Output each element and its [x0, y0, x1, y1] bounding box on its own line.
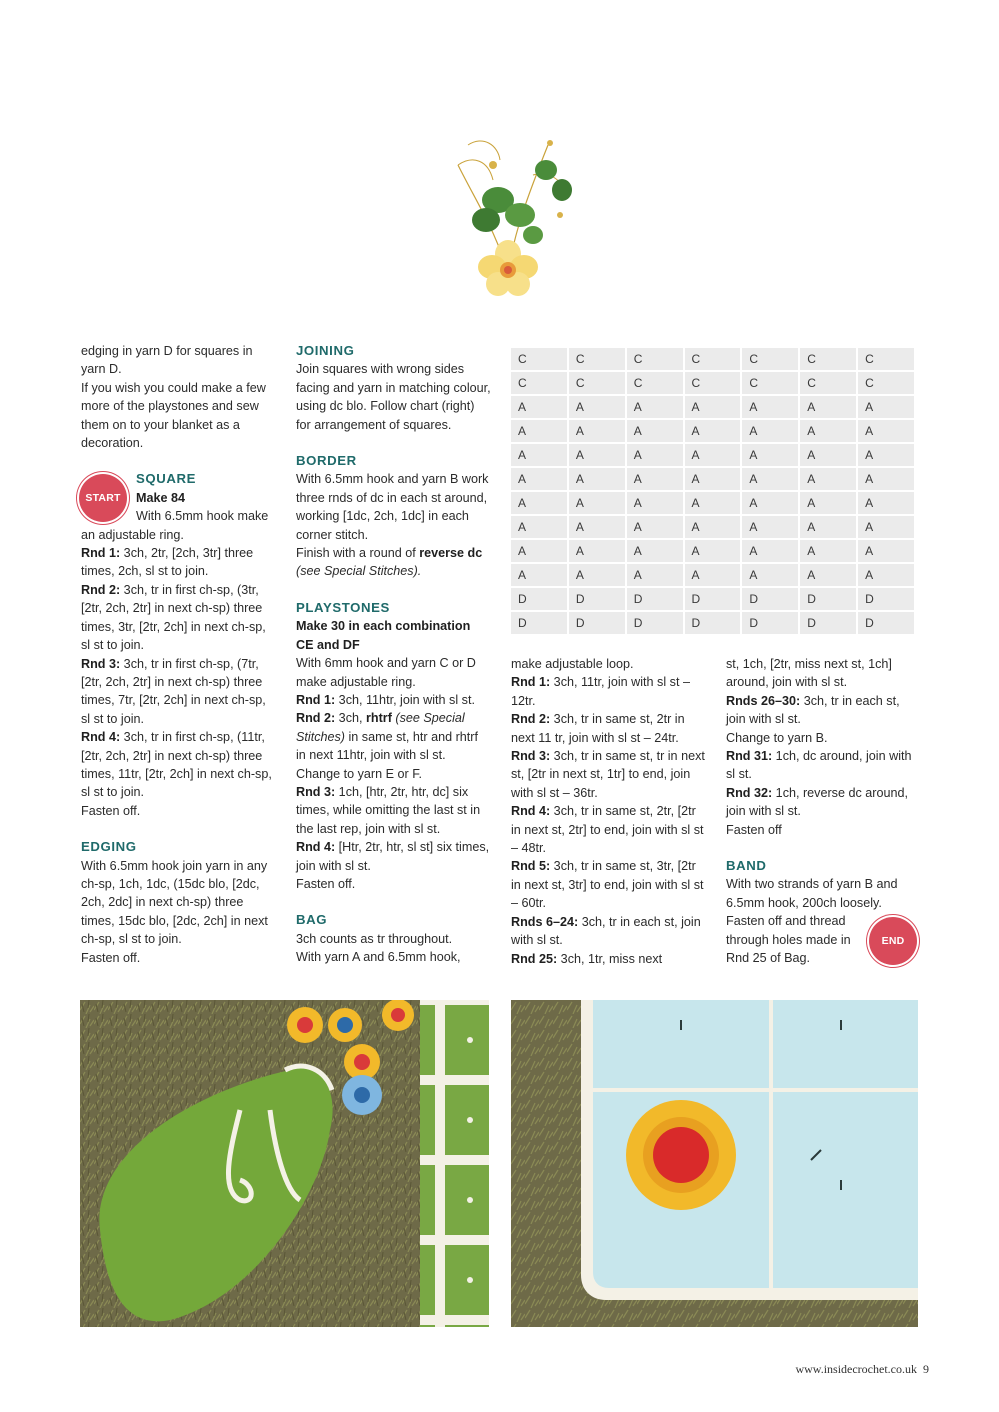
- chart-row: [511, 468, 914, 490]
- chart-row: [511, 420, 914, 442]
- chart-cell: A: [569, 540, 625, 562]
- chart-cell: A: [858, 468, 914, 490]
- chart-cell: A: [685, 516, 741, 538]
- border-finish: Finish with a round of reverse dc (see Special Stitches).: [296, 546, 483, 579]
- chart-table: [509, 346, 916, 636]
- chart-cell: D: [742, 612, 798, 634]
- chart-cell: D: [685, 588, 741, 610]
- chart-cell: A: [569, 516, 625, 538]
- joining-heading: JOINING: [296, 343, 355, 358]
- chart-cell: A: [685, 396, 741, 418]
- bag-rnd-1: Rnd 1: 3ch, 11tr, join with sl st – 12tr.: [511, 675, 690, 708]
- chart-row: [511, 444, 914, 466]
- bag-rnd-25: Rnd 25: 3ch, 1tr, miss next: [511, 951, 663, 966]
- bag-rnd-31: Rnd 31: 1ch, dc around, join with sl st.: [726, 749, 912, 782]
- chart-cell: A: [685, 564, 741, 586]
- intro-text: edging in yarn D for squares in yarn D.: [81, 344, 253, 377]
- chart-cell: A: [627, 420, 683, 442]
- band-text-2: Fasten off and thread through holes made in Rnd 25 of Bag.: [726, 914, 851, 966]
- chart-cell: C: [858, 348, 914, 370]
- playstones-make: Make 30 in each combination CE and DF: [296, 619, 471, 652]
- bag-change-yarn: Change to yarn B.: [726, 730, 828, 745]
- chart-cell: A: [800, 420, 856, 442]
- chart-cell: A: [685, 540, 741, 562]
- chart-cell: A: [569, 468, 625, 490]
- playstones-fasten-off: Fasten off.: [296, 876, 356, 891]
- chart-cell: A: [511, 468, 567, 490]
- chart-cell: C: [858, 372, 914, 394]
- website-url[interactable]: www.insidecrochet.co.uk: [795, 1362, 917, 1376]
- chart-cell: A: [858, 492, 914, 514]
- playstones-rnd-1: Rnd 1: 3ch, 11htr, join with sl st.: [296, 692, 475, 707]
- chart-cell: A: [800, 564, 856, 586]
- square-hook-text: With 6.5mm hook make an adjustable ring.: [81, 509, 269, 542]
- chart-row: [511, 492, 914, 514]
- chart-cell: A: [627, 492, 683, 514]
- bag-yarn-text: With yarn A and 6.5mm hook,: [296, 950, 461, 965]
- chart-cell: A: [685, 444, 741, 466]
- page-number: 9: [923, 1362, 929, 1376]
- bag-rnd-4: Rnd 4: 3ch, tr in same st, 2tr, [2tr in next st, 2tr] to end, join with sl st – 48tr.: [511, 804, 704, 856]
- column-1: [81, 342, 276, 967]
- bag-fasten-off: Fasten off: [726, 822, 782, 837]
- chart-cell: A: [569, 564, 625, 586]
- bag-photo: [80, 1000, 489, 1327]
- column-4: [726, 655, 921, 968]
- playstones-change-yarn: Change to yarn E or F.: [296, 766, 423, 781]
- chart-cell: A: [685, 420, 741, 442]
- square-heading: SQUARE: [136, 471, 197, 487]
- chart-cell: A: [511, 396, 567, 418]
- chart-cell: D: [685, 612, 741, 634]
- chart-cell: A: [569, 492, 625, 514]
- chart-cell: D: [569, 612, 625, 634]
- chart-cell: C: [800, 372, 856, 394]
- chart-row: [511, 396, 914, 418]
- chart-cell: A: [742, 468, 798, 490]
- chart-cell: A: [858, 420, 914, 442]
- chart-cell: A: [742, 540, 798, 562]
- chart-cell: C: [685, 372, 741, 394]
- chart-cell: D: [858, 612, 914, 634]
- chart-cell: A: [800, 444, 856, 466]
- chart-cell: A: [800, 396, 856, 418]
- border-heading: BORDER: [296, 453, 357, 469]
- flower-illustration: [438, 125, 578, 300]
- chart-row: [511, 372, 914, 394]
- blanket-photo: [511, 1000, 918, 1327]
- page-footer: [795, 1360, 929, 1378]
- band-heading: BAND: [726, 858, 767, 874]
- chart-row: [511, 516, 914, 538]
- bag-loop-text: make adjustable loop.: [511, 657, 634, 671]
- chart-row: [511, 564, 914, 586]
- square-fasten-off: Fasten off.: [81, 803, 141, 818]
- bag-counts-text: 3ch counts as tr throughout.: [296, 931, 453, 946]
- chart-cell: A: [858, 564, 914, 586]
- chart-cell: C: [511, 372, 567, 394]
- bag-heading: BAG: [296, 912, 328, 928]
- chart-cell: C: [627, 372, 683, 394]
- playstones-rnd-3: Rnd 3: 1ch, [htr, 2tr, htr, dc] six times, while omitting the last st in the last rep, join with sl st.: [296, 784, 481, 836]
- chart-cell: A: [685, 492, 741, 514]
- bag-rnd-2: Rnd 2: 3ch, tr in same st, 2tr in next 11 tr, join with sl st – 24tr.: [511, 712, 685, 745]
- chart-cell: D: [800, 612, 856, 634]
- chart-cell: C: [569, 348, 625, 370]
- start-badge: START: [79, 474, 127, 522]
- square-rnd-1: Rnd 1: 3ch, 2tr, [2ch, 3tr] three times, 2ch, sl st to join.: [81, 546, 254, 579]
- chart-cell: A: [800, 540, 856, 562]
- chart-cell: A: [858, 516, 914, 538]
- chart-cell: A: [511, 516, 567, 538]
- chart-cell: D: [511, 612, 567, 634]
- chart-cell: D: [800, 588, 856, 610]
- chart-row: [511, 348, 914, 370]
- chart-cell: A: [742, 492, 798, 514]
- chart-cell: D: [627, 612, 683, 634]
- chart-cell: D: [511, 588, 567, 610]
- joining-text: Join squares with wrong sides facing and yarn in matching colour, using dc blo. Follow chart (right) for arrangement of squares.: [296, 362, 491, 432]
- chart-cell: A: [742, 420, 798, 442]
- chart-cell: C: [742, 348, 798, 370]
- bag-rnd-3: Rnd 3: 3ch, tr in same st, tr in next st, [2tr in next st, 1tr] to end, join with sl st – 36tr.: [511, 749, 705, 800]
- playstones-hook-text: With 6mm hook and yarn C or D make adjustable ring.: [296, 656, 476, 689]
- square-rnd-3: Rnd 3: 3ch, tr in first ch-sp, (7tr, [2tr, 2ch, 2tr] in next ch-sp) three times, 7tr, [2tr, 2ch] in next ch-sp, sl st to join.: [81, 656, 266, 726]
- bag-rnd-32: Rnd 32: 1ch, reverse dc around, join with sl st.: [726, 785, 908, 819]
- chart-cell: C: [511, 348, 567, 370]
- chart-cell: A: [742, 564, 798, 586]
- chart-cell: A: [800, 492, 856, 514]
- chart-row: [511, 588, 914, 610]
- chart-cell: A: [511, 444, 567, 466]
- chart-cell: A: [800, 468, 856, 490]
- edging-heading: EDGING: [81, 839, 137, 855]
- chart-cell: A: [742, 444, 798, 466]
- chart-row: [511, 540, 914, 562]
- chart-cell: A: [858, 444, 914, 466]
- chart-cell: A: [627, 468, 683, 490]
- chart-cell: A: [627, 564, 683, 586]
- bag-rnds-26-30: Rnds 26–30: 3ch, tr in each st, join with sl st.: [726, 693, 900, 727]
- bag-rnd-25-cont: st, 1ch, [2tr, miss next st, 1ch] around, join with sl st.: [726, 657, 892, 690]
- chart-cell: D: [627, 588, 683, 610]
- square-arrangement-chart: [511, 346, 916, 636]
- chart-cell: A: [569, 420, 625, 442]
- column-3: [511, 655, 706, 968]
- chart-cell: A: [511, 564, 567, 586]
- chart-cell: A: [511, 420, 567, 442]
- chart-cell: A: [569, 396, 625, 418]
- bag-rnd-5: Rnd 5: 3ch, tr in same st, 3tr, [2tr in next st, 3tr] to end, join with sl st – 60tr.: [511, 859, 704, 911]
- square-rnd-2: Rnd 2: 3ch, tr in first ch-sp, (3tr, [2tr, 2ch, 2tr] in next ch-sp) three times, 3tr, [2tr, 2ch] in next ch-sp, sl st to join.: [81, 582, 266, 653]
- bag-rnds-6-24: Rnds 6–24: 3ch, tr in each st, join with sl st.: [511, 914, 701, 948]
- end-badge: END: [869, 917, 917, 965]
- playstones-heading: PLAYSTONES: [296, 599, 390, 615]
- square-make: Make 84: [136, 490, 186, 505]
- chart-cell: A: [858, 540, 914, 562]
- chart-cell: A: [742, 516, 798, 538]
- chart-cell: C: [569, 372, 625, 394]
- chart-cell: D: [742, 588, 798, 610]
- chart-cell: A: [858, 396, 914, 418]
- chart-cell: D: [858, 588, 914, 610]
- chart-cell: A: [569, 444, 625, 466]
- square-rnd-4: Rnd 4: 3ch, tr in first ch-sp, (11tr, [2tr, 2ch, 2tr] in next ch-sp) three times, 11tr, [2tr, 2ch] in next ch-sp, sl st to join.: [81, 730, 272, 800]
- chart-cell: A: [800, 516, 856, 538]
- chart-row: [511, 612, 914, 634]
- chart-cell: A: [511, 540, 567, 562]
- chart-cell: A: [685, 468, 741, 490]
- chart-cell: A: [627, 516, 683, 538]
- chart-cell: C: [627, 348, 683, 370]
- intro-text-2: If you wish you could make a few more of the playstones and sew them on to your blanket as a decoration.: [81, 380, 266, 451]
- band-text: With two strands of yarn B and 6.5mm hook, 200ch loosely.: [726, 877, 898, 910]
- chart-cell: C: [685, 348, 741, 370]
- chart-cell: D: [569, 588, 625, 610]
- playstones-rnd-2: Rnd 2: 3ch, rhtrf (see Special Stitches) in same st, htr and rhtrf in next 11htr, join with sl st.: [296, 711, 478, 763]
- chart-cell: C: [800, 348, 856, 370]
- chart-cell: A: [511, 492, 567, 514]
- chart-cell: C: [742, 372, 798, 394]
- chart-cell: A: [627, 396, 683, 418]
- column-2: [296, 342, 491, 967]
- chart-cell: A: [627, 540, 683, 562]
- edging-fasten-off: Fasten off.: [81, 950, 141, 965]
- edging-text: With 6.5mm hook join yarn in any ch-sp, 1ch, 1dc, (15dc blo, [2dc, 2ch, 2dc] in next ch-sp) three times, 15dc blo, [2dc, 2ch] in next ch-sp, sl st to join.: [81, 858, 268, 947]
- chart-cell: A: [627, 444, 683, 466]
- border-text: With 6.5mm hook and yarn B work three rnds of dc in each st around, working [1dc, 2ch, 1dc] in each corner stitch.: [296, 472, 489, 542]
- playstones-rnd-4: Rnd 4: [Htr, 2tr, htr, sl st] six times, join with sl st.: [296, 840, 490, 873]
- chart-cell: A: [742, 396, 798, 418]
